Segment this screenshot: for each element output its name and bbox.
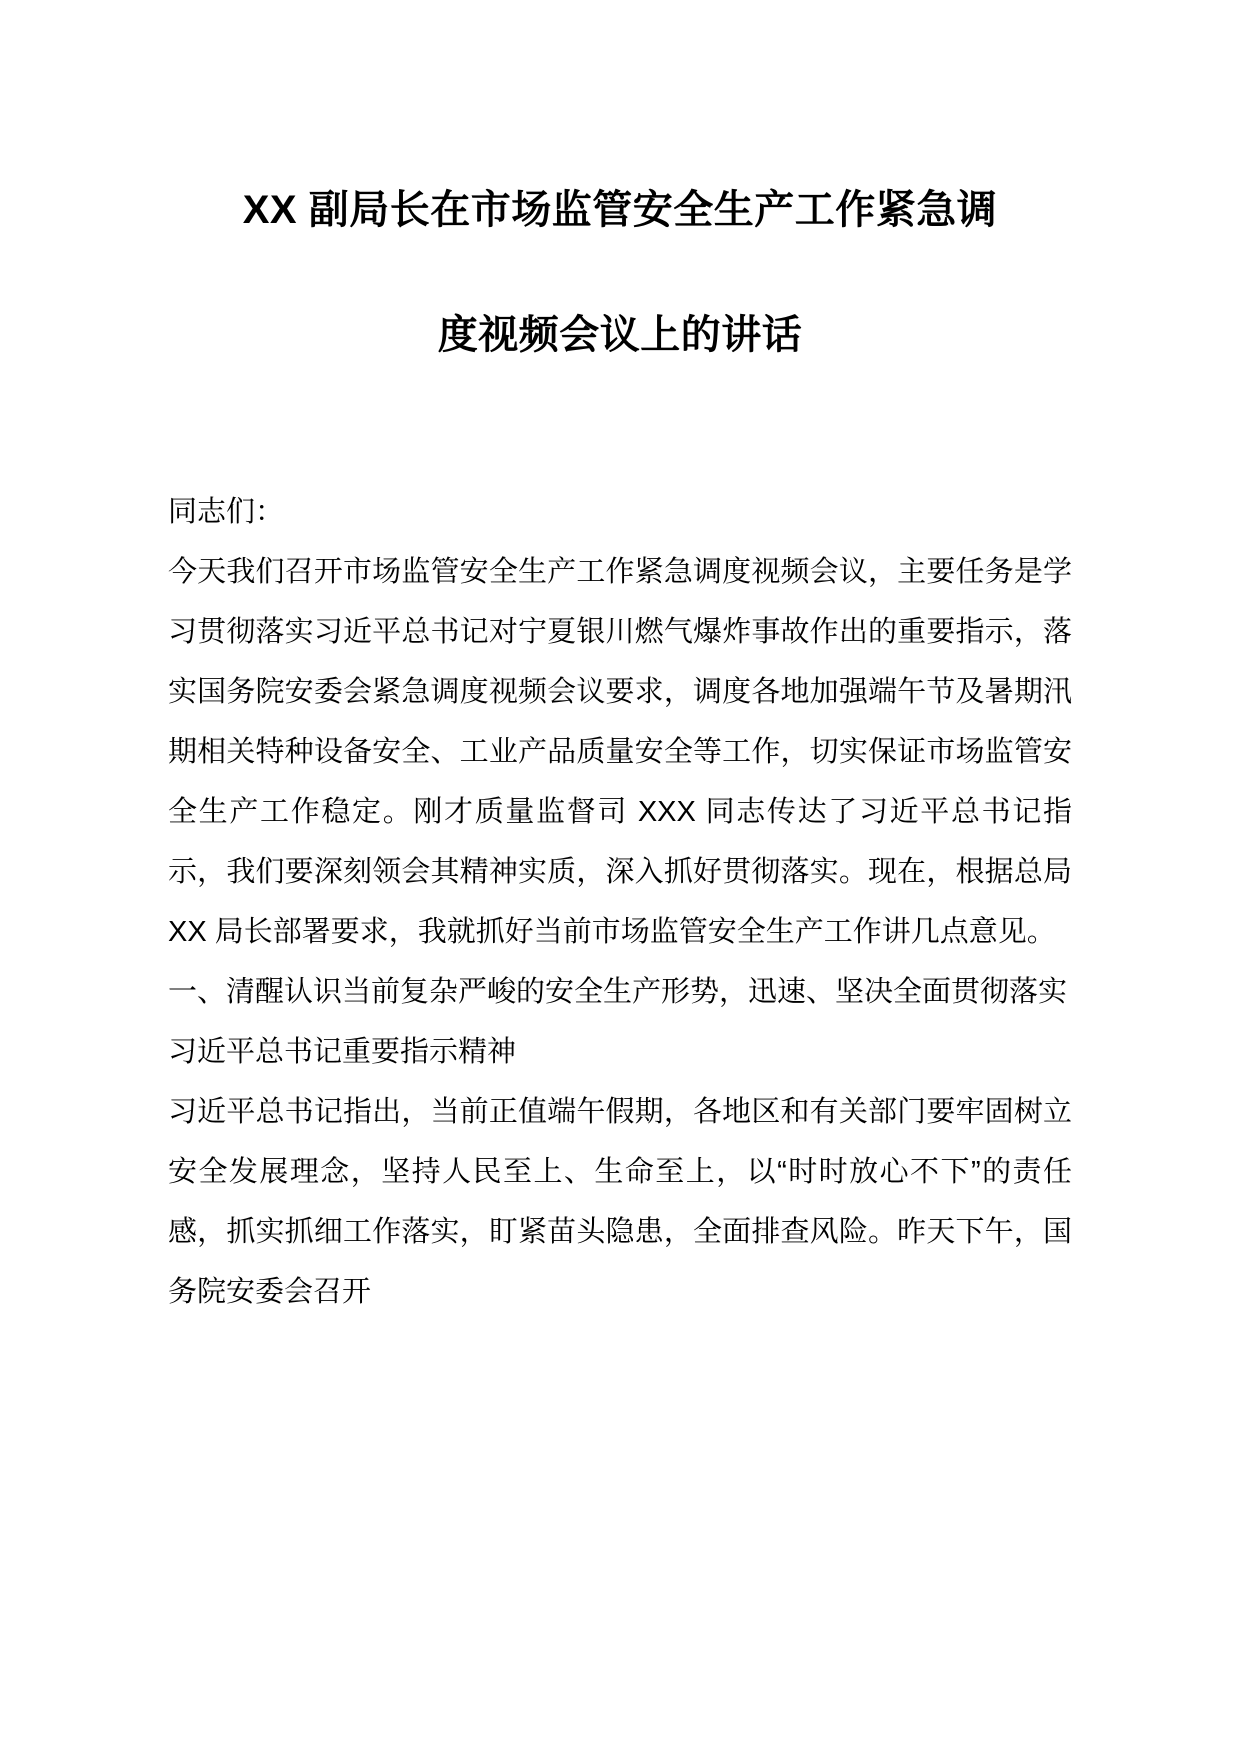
section-one-body: 习近平总书记指出，当前正值端午假期，各地区和有关部门要牢固树立安全发展理念，坚持人民至上、生命至上，以“时时放心不下”的责任感，抓实抓细工作落实，盯紧苗头隐患，全面排查风险。昨天下午，国务院安委会召开 <box>168 1096 1072 1308</box>
page-title-line-2: 度视频会议上的讲话 <box>437 313 803 357</box>
page-title-line-1: XX 副局长在市场监管安全生产工作紧急调 <box>242 188 998 232</box>
document-body <box>168 482 1072 1322</box>
document-content <box>168 0 1072 1322</box>
page-title <box>168 0 1072 398</box>
salutation: 同志们： <box>168 496 285 528</box>
section-heading-one: 一、清醒认识当前复杂严峻的安全生产形势，迅速、坚决全面贯彻落实习近平总书记重要指示精神 <box>168 976 1068 1068</box>
opening-paragraph: 今天我们召开市场监管安全生产工作紧急调度视频会议，主要任务是学习贯彻落实习近平总书记对宁夏银川燃气爆炸事故作出的重要指示，落实国务院安委会紧急调度视频会议要求，调度各地加强端午节及暑期汛期相关特种设备安全、工业产品质量安全等工作，切实保证市场监管安全生产工作稳定。刚才质量监督司 XXX 同志传达了习近平总书记指示，我们要深刻领会其精神实质，深入抓好贯彻落实。现在，根据总局 XX 局长部署要求，我就抓好当前市场监管安全生产工作讲几点意见。 <box>168 556 1072 948</box>
